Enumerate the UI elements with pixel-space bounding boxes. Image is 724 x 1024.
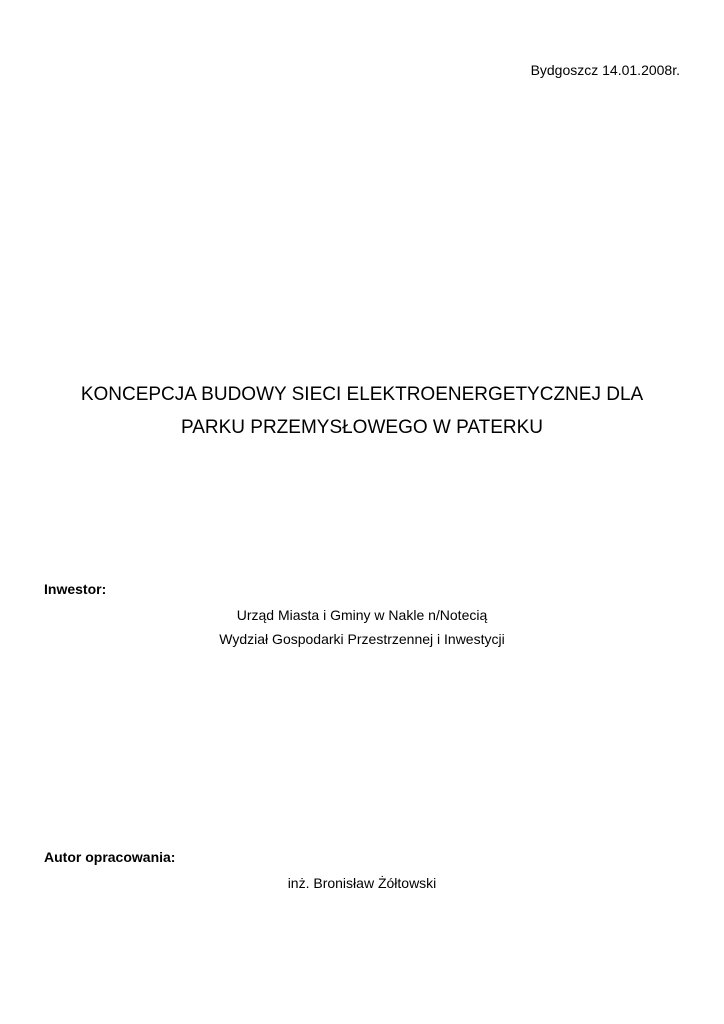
title-line-1: KONCEPCJA BUDOWY SIECI ELEKTROENERGETYCZNEJ DLA bbox=[80, 384, 644, 405]
investor-department: Wydział Gospodarki Przestrzennej i Inwestycji bbox=[219, 631, 505, 647]
author-name: inż. Bronisław Żółtowski bbox=[287, 875, 437, 891]
investor-label: Inwestor: bbox=[44, 581, 107, 597]
date-line: Bydgoszcz 14.01.2008r. bbox=[530, 62, 680, 78]
author-label: Autor opracowania: bbox=[44, 849, 176, 865]
title-line-2: PARKU PRZEMYSŁOWEGO W PATERKU bbox=[180, 417, 544, 438]
investor-name: Urząd Miasta i Gminy w Nakle n/Notecią bbox=[236, 607, 488, 623]
document-title bbox=[40, 378, 684, 444]
